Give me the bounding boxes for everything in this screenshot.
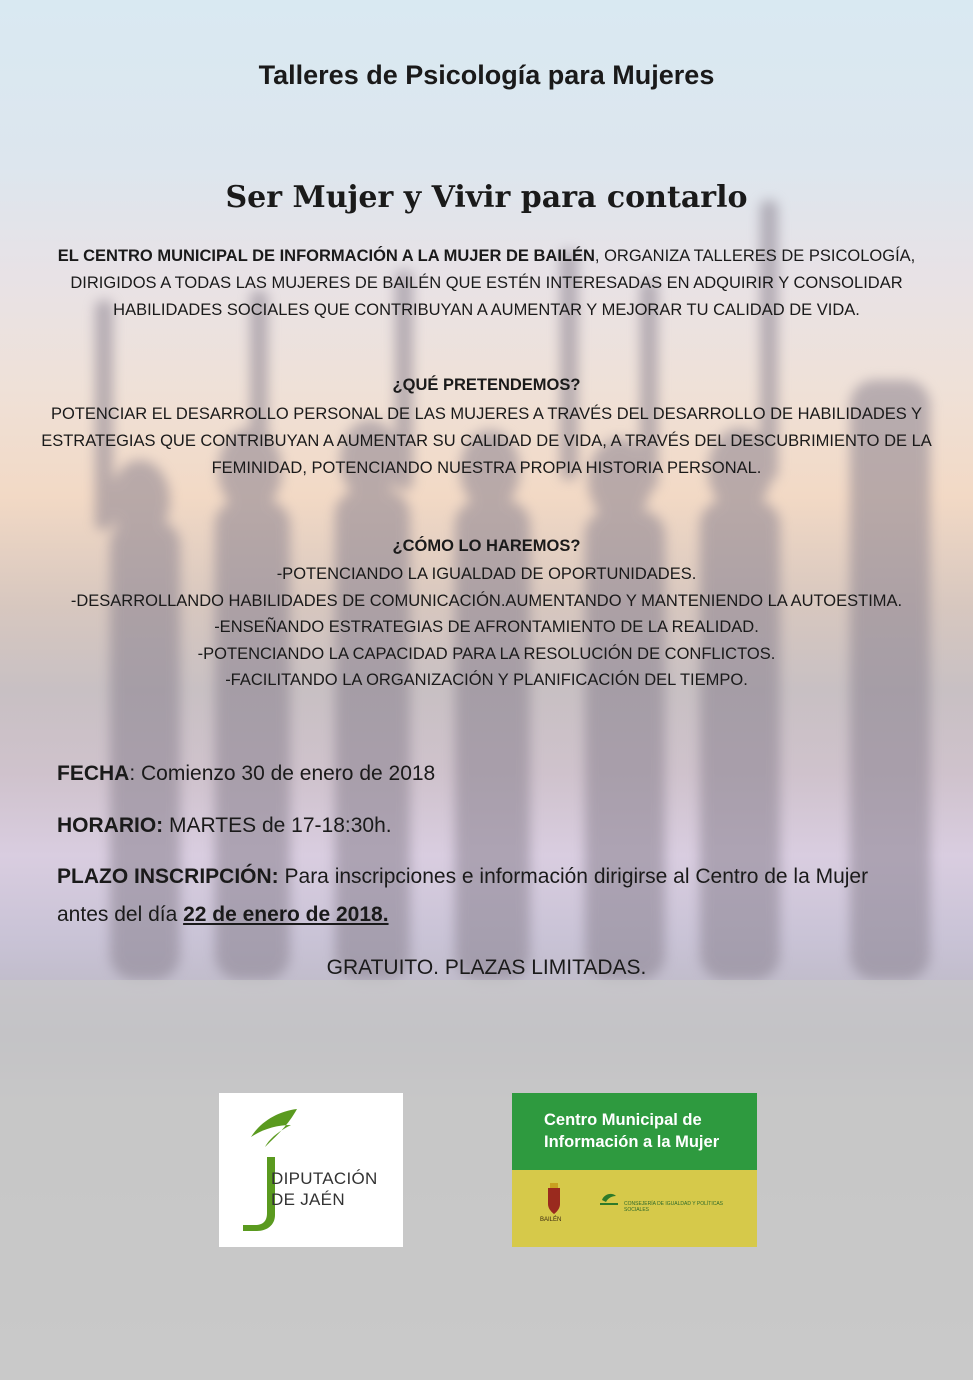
section-how-list — [40, 561, 933, 694]
diputacion-logo — [219, 1093, 403, 1247]
section-what-body: POTENCIAR EL DESARROLLO PERSONAL DE LAS MUJERES A TRAVÉS DEL DESARROLLO DE HABILIDADES Y ESTRATEGIAS QUE CONTRIBUYAN A AUMENTAR SU CALIDAD DE VIDA, A TRAVÉS DEL DESCUBRIMIENTO DE LA FEMINIDAD, POTENCIANDO NUESTRA PROPIA HISTORIA PERSONAL. — [41, 405, 932, 477]
section-what-heading: ¿QUÉ PRETENDEMOS? — [392, 376, 581, 394]
plazo-line — [57, 858, 917, 934]
plazo-label: PLAZO INSCRIPCIÓN: — [57, 865, 279, 888]
list-item: -FACILITANDO LA ORGANIZACIÓN Y PLANIFICACIÓN DEL TIEMPO. — [225, 671, 748, 689]
page-subtitle: Ser Mujer y Vivir para contarlo — [225, 180, 748, 215]
intro-text: , ORGANIZA TALLERES DE PSICOLOGÍA, DIRIGIDOS A TODAS LAS MUJERES DE BAILÉN QUE ESTÉN INTERESADAS EN ADQUIRIR Y CONSOLIDAR HABILIDADES SOCIALES QUE CONTRIBUYAN A AUMENTAR Y MEJORAR TU CALIDAD DE VIDA. — [70, 247, 916, 319]
diputacion-text — [271, 1168, 378, 1210]
intro-paragraph — [40, 243, 933, 324]
horario-label: HORARIO: — [57, 814, 164, 837]
plazo-date: 22 de enero de 2018. — [183, 903, 389, 926]
centro-mujer-banner — [512, 1093, 757, 1170]
list-item: -ENSEÑANDO ESTRATEGIAS DE AFRONTAMIENTO DE LA REALIDAD. — [214, 618, 759, 636]
bailen-crest-icon — [548, 1183, 560, 1214]
section-how-heading: ¿CÓMO LO HAREMOS? — [392, 537, 581, 555]
centro-mujer-footer — [512, 1170, 757, 1247]
intro-bold-lead: EL CENTRO MUNICIPAL DE INFORMACIÓN A LA MUJER DE BAILÉN — [57, 247, 595, 265]
fecha-label: FECHA — [57, 762, 130, 785]
page-title: Talleres de Psicología para Mujeres — [258, 60, 715, 90]
diputacion-line2: DE JAÉN — [271, 1190, 345, 1209]
bailen-text: BAILÉN — [540, 1217, 562, 1223]
horario-line — [57, 814, 917, 838]
horario-value: MARTES de 17-18:30h. — [163, 814, 392, 837]
list-item: -POTENCIANDO LA IGUALDAD DE OPORTUNIDADES. — [276, 565, 697, 583]
centro-mujer-title — [544, 1109, 719, 1153]
plazo-value: Para inscripciones e información dirigirse al Centro de la Mujer antes del día — [57, 865, 869, 926]
diputacion-line1: DIPUTACIÓN — [271, 1169, 378, 1188]
centro-mujer-logo — [512, 1093, 757, 1247]
consejeria-text: CONSEJERÍA DE IGUALDAD Y POLÍTICAS SOCIALES — [624, 1201, 724, 1213]
list-item: -DESARROLLANDO HABILIDADES DE COMUNICACIÓN.AUMENTANDO Y MANTENIENDO LA AUTOESTIMA. — [70, 591, 903, 610]
free-notice: GRATUITO. PLAZAS LIMITADAS. — [326, 956, 647, 979]
list-item: -POTENCIANDO LA CAPACIDAD PARA LA RESOLUCIÓN DE CONFLICTOS. — [197, 644, 776, 663]
centro-mujer-line2: Información a la Mujer — [544, 1133, 720, 1151]
fecha-line — [57, 762, 917, 786]
fecha-value: : Comienzo 30 de enero de 2018 — [129, 762, 436, 785]
centro-mujer-line1: Centro Municipal de — [544, 1111, 702, 1129]
junta-andalucia-icon — [600, 1194, 618, 1205]
